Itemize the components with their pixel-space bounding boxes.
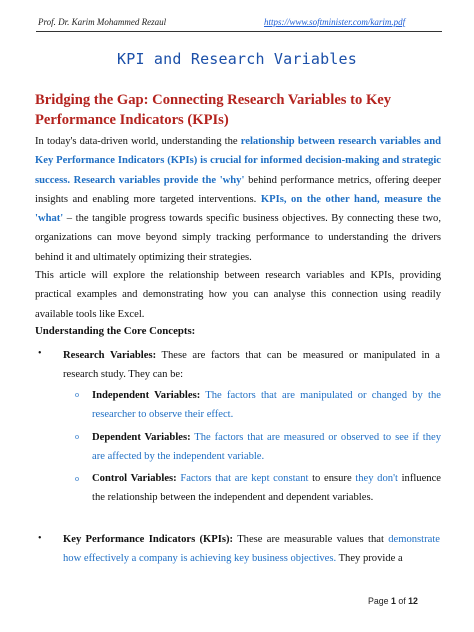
kpis-text-2: demonstrate how effectively a company is achieving key business objectives. [63, 534, 440, 565]
intro-text-3: behind performance metrics, offering deeper insights and enabling more targeted interventions. [35, 174, 441, 205]
intro-highlight-3: KPIs, on the other hand, measure the 'what' [35, 193, 441, 225]
sub-bullet-icon: o [75, 390, 79, 399]
dependent-text: The factors that are measured or observed to see if they are affected by the independent variable. [92, 432, 442, 463]
control-text-3: they don't [355, 473, 398, 484]
bullet-icon: • [38, 348, 42, 359]
sub-bullet-icon: o [75, 474, 79, 483]
list-item-kpis [63, 530, 440, 569]
page-of: of [395, 596, 409, 606]
research-variables-label: Research Variables: [63, 350, 157, 361]
kpis-label: Key Performance Indicators (KPIs): [63, 534, 234, 545]
independent-label: Independent Variables: [92, 390, 201, 401]
control-text-4: influence the relationship between the independent and dependent variables. [92, 473, 441, 504]
document-title: KPI and Research Variables [117, 50, 357, 68]
header-url-link[interactable]: https://www.softminister.com/karim.pdf [264, 17, 406, 27]
independent-text: The factors that are manipulated or changed by the researcher to observe their effect. [92, 390, 441, 421]
page-prefix: Page [368, 596, 391, 606]
control-text-2: to ensure [308, 473, 356, 484]
kpis-text-3: They provide a [336, 553, 403, 565]
control-text-1: Factors that are kept constant [176, 473, 309, 484]
intro-highlight-2: Research variables provide the 'why' [73, 174, 245, 186]
list-item-dependent-variables [92, 428, 441, 467]
total-pages: 12 [408, 596, 418, 606]
dependent-label: Dependent Variables: [92, 432, 191, 443]
article-overview-paragraph: This article will explore the relationship between research variables and KPIs, providing practical examples and demonstrating how you can analyse this connection using readily available tools like Excel. [35, 270, 441, 320]
list-item-control-variables [92, 469, 441, 508]
page-number [368, 596, 418, 606]
core-concepts-heading: Understanding the Core Concepts: [35, 325, 196, 337]
intro-paragraph [35, 132, 441, 267]
research-variables-text: These are factors that can be measured or manipulated in a research study. They can be: [63, 350, 441, 381]
list-item-research-variables [63, 346, 440, 385]
control-label: Control Variables: [92, 473, 177, 484]
intro-highlight-1: relationship between research variables and Key Performance Indicators (KPIs) is crucial for informed decision-making and strategic success. [35, 136, 441, 186]
header-author: Prof. Dr. Karim Mohammed Rezaul [38, 17, 167, 27]
sub-bullet-icon: o [75, 432, 79, 441]
intro-text-4: – the tangible progress towards specific business objectives. By connecting these two, organizations can move beyond simply tracking performance to understanding the drivers behind it and ultimately optimizing their strategies. [35, 213, 441, 263]
header-divider [36, 31, 442, 32]
section-heading: Bridging the Gap: Connecting Research Variables to Key Performance Indicators (KPIs) [35, 92, 392, 128]
list-item-independent-variables [92, 386, 441, 425]
bullet-icon: • [38, 533, 42, 544]
kpis-text-1: These are measurable values that [233, 534, 389, 545]
intro-text-1: In today's data-driven world, understanding the [35, 136, 241, 147]
current-page: 1 [391, 596, 396, 606]
